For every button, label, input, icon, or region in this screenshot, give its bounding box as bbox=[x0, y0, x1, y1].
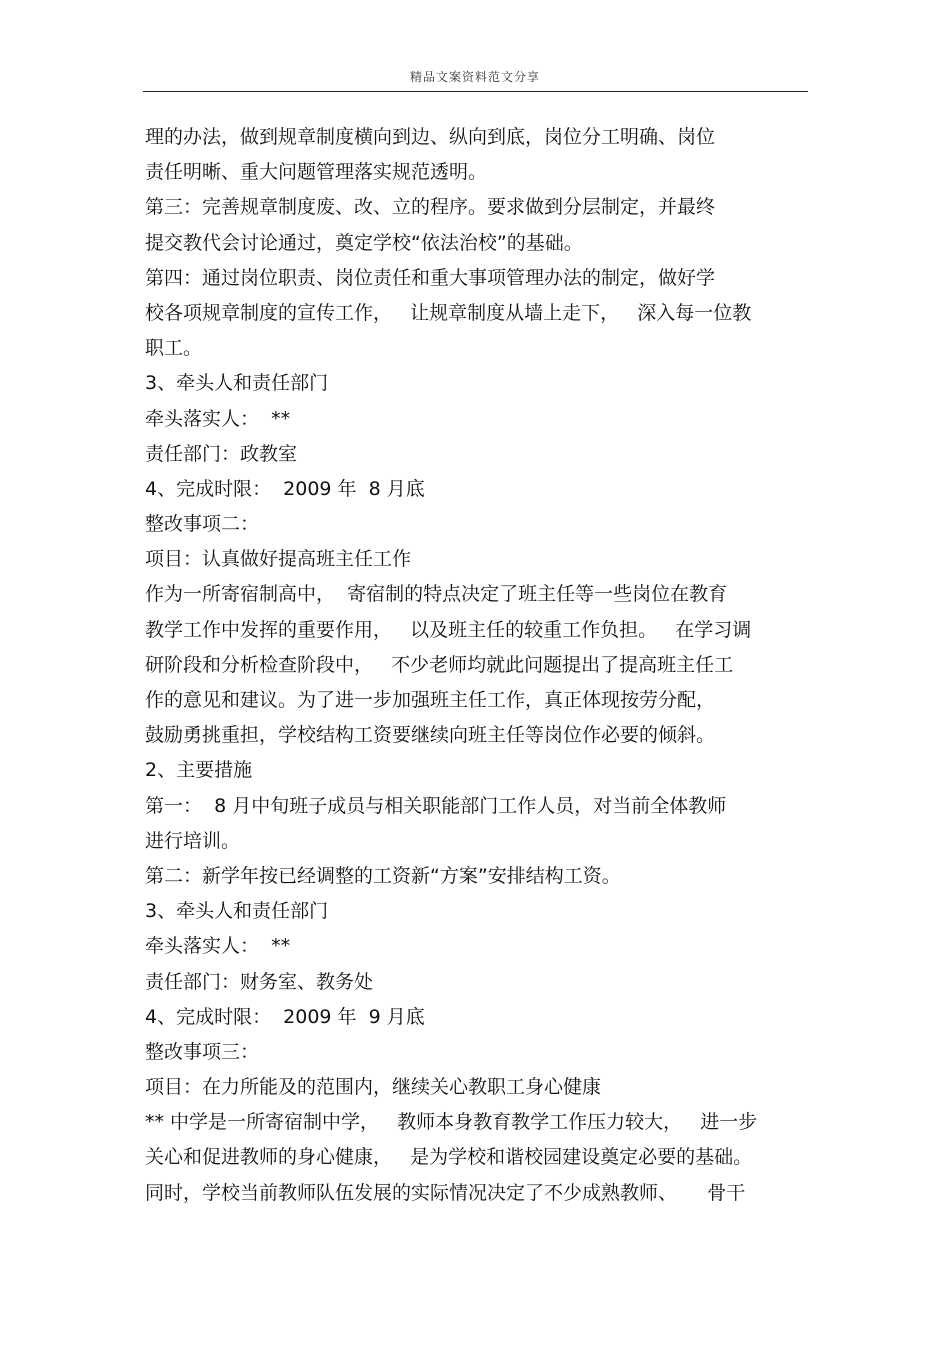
text-line: 同时，学校当前教师队伍发展的实际情况决定了不少成熟教师、 骨干 bbox=[145, 1181, 746, 1204]
text-line: 校各项规章制度的宣传工作， 让规章制度从墙上走下， 深入每一位教 bbox=[145, 301, 752, 324]
text-line: 关心和促进教师的身心健康， 是为学校和谐校园建设奠定必要的基础。 bbox=[145, 1146, 753, 1169]
section-heading: 4、完成时限： 2009 年 9 月底 bbox=[145, 1005, 425, 1028]
section-heading: 2、主要措施 bbox=[145, 759, 253, 782]
text-line: 作的意见和建议。为了进一步加强班主任工作，真正体现按劳分配， bbox=[145, 689, 716, 711]
text-line: 责任部门：政教室 bbox=[145, 442, 298, 465]
text-line: 进行培训。 bbox=[145, 829, 241, 852]
text-line: 提交教代会讨论通过，奠定学校“依法治校”的基础。 bbox=[145, 231, 583, 254]
text-line: 第一： 8 月中旬班子成员与相关职能部门工作人员，对当前全体教师 bbox=[145, 794, 727, 817]
text-line: 责任部门：财务室、教务处 bbox=[145, 970, 374, 993]
header-rule bbox=[143, 91, 808, 92]
text-line: 职工。 bbox=[145, 337, 203, 360]
text-line: 理的办法，做到规章制度横向到边、纵向到底，岗位分工明确、岗位 bbox=[145, 126, 716, 148]
document-body bbox=[145, 120, 807, 1211]
text-line: 鼓励勇挑重担，学校结构工资要继续向班主任等岗位作必要的倾斜。 bbox=[145, 724, 716, 747]
section-heading: 整改事项二： bbox=[145, 513, 260, 536]
text-line: 研阶段和分析检查阶段中， 不少老师均就此问题提出了提高班主任工 bbox=[145, 653, 734, 676]
text-line: 项目：在力所能及的范围内，继续关心教职工身心健康 bbox=[145, 1076, 602, 1099]
text-line: 牵头落实人： ** bbox=[145, 935, 291, 958]
text-line: 责任明晰、重大问题管理落实规范透明。 bbox=[145, 161, 488, 184]
text-line: 第三：完善规章制度废、改、立的程序。要求做到分层制定，并最终 bbox=[145, 196, 716, 219]
text-line: 项目：认真做好提高班主任工作 bbox=[145, 548, 412, 571]
text-line: 教学工作中发挥的重要作用， 以及班主任的较重工作负担。 在学习调 bbox=[145, 618, 752, 641]
section-heading: 4、完成时限： 2009 年 8 月底 bbox=[145, 477, 425, 500]
section-heading: 整改事项三： bbox=[145, 1040, 260, 1063]
text-line: ** 中学是一所寄宿制中学， 教师本身教育教学工作压力较大， 进一步 bbox=[145, 1111, 758, 1134]
text-line: 第二：新学年按已经调整的工资新“方案”安排结构工资。 bbox=[145, 864, 621, 887]
page-header: 精品文案资料范文分享 bbox=[409, 70, 540, 84]
text-line: 牵头落实人： ** bbox=[145, 407, 291, 430]
section-heading: 3、牵头人和责任部门 bbox=[145, 900, 329, 923]
text-line: 作为一所寄宿制高中， 寄宿制的特点决定了班主任等一些岗位在教育 bbox=[145, 583, 728, 606]
text-line: 第四：通过岗位职责、岗位责任和重大事项管理办法的制定，做好学 bbox=[145, 266, 716, 289]
section-heading: 3、牵头人和责任部门 bbox=[145, 372, 329, 395]
